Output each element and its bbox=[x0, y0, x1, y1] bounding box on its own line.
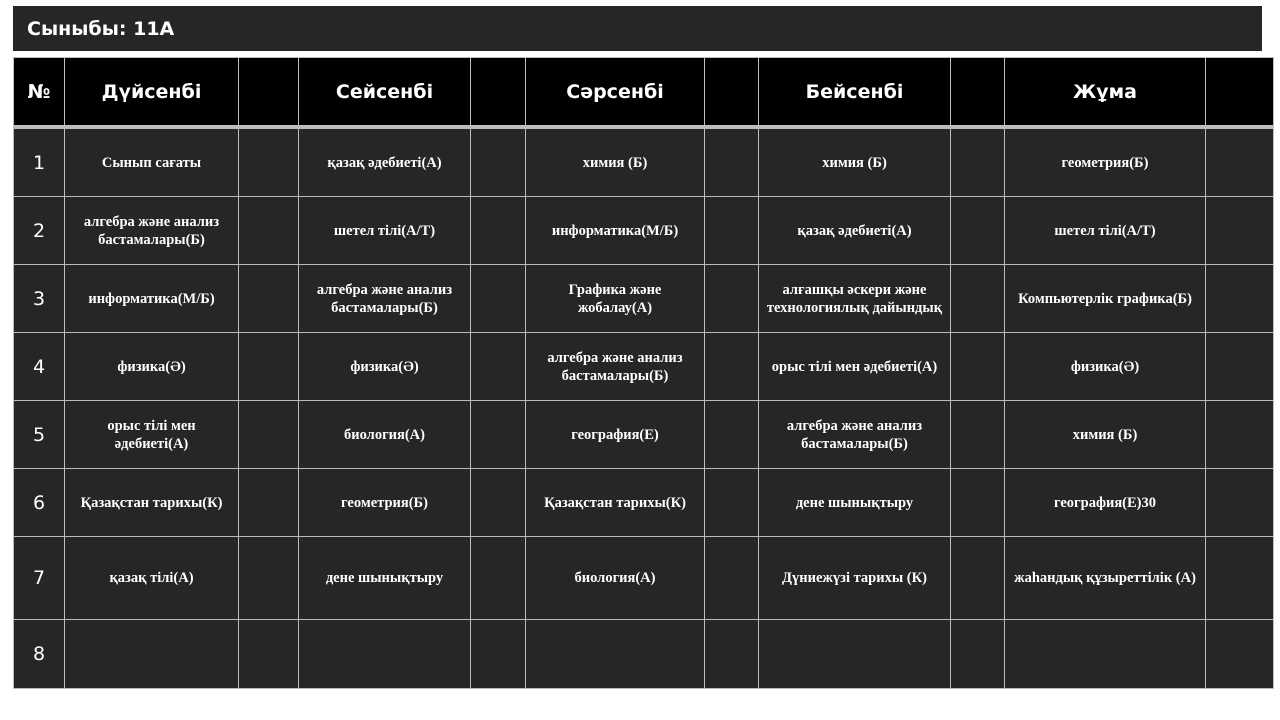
spacer-cell bbox=[951, 469, 1005, 537]
lesson-number: 1 bbox=[14, 127, 65, 197]
lesson-cell-tuesday: биология(А) bbox=[299, 401, 471, 469]
lesson-number: 6 bbox=[14, 469, 65, 537]
spacer-cell bbox=[471, 620, 526, 689]
header-row bbox=[14, 58, 1274, 128]
column-header-friday: Жұма bbox=[1005, 58, 1206, 128]
table-row bbox=[14, 265, 1274, 333]
lesson-cell-monday: информатика(М/Б) bbox=[65, 265, 239, 333]
spacer-cell bbox=[239, 265, 299, 333]
lesson-cell-wednesday: Графика және жобалау(А) bbox=[526, 265, 705, 333]
lesson-cell-wednesday: информатика(М/Б) bbox=[526, 197, 705, 265]
lesson-cell-monday: қазақ тілі(А) bbox=[65, 537, 239, 620]
spacer-cell bbox=[951, 620, 1005, 689]
lesson-cell-monday: Қазақстан тарихы(К) bbox=[65, 469, 239, 537]
spacer-cell bbox=[239, 537, 299, 620]
spacer-cell bbox=[951, 401, 1005, 469]
lesson-cell-thursday: орыс тілі мен әдебиеті(А) bbox=[759, 333, 951, 401]
lesson-cell-wednesday: Қазақстан тарихы(К) bbox=[526, 469, 705, 537]
class-title-bar bbox=[13, 6, 1262, 51]
lesson-cell-friday: физика(Ә) bbox=[1005, 333, 1206, 401]
column-header-monday: Дүйсенбі bbox=[65, 58, 239, 128]
lesson-cell-monday bbox=[65, 620, 239, 689]
table-row bbox=[14, 620, 1274, 689]
lesson-cell-thursday: қазақ әдебиеті(А) bbox=[759, 197, 951, 265]
lesson-cell-monday: алгебра және анализ бастамалары(Б) bbox=[65, 197, 239, 265]
lesson-cell-thursday: дене шынықтыру bbox=[759, 469, 951, 537]
lesson-number: 5 bbox=[14, 401, 65, 469]
spacer-cell bbox=[951, 537, 1005, 620]
lesson-number: 8 bbox=[14, 620, 65, 689]
column-header-tuesday: Сейсенбі bbox=[299, 58, 471, 128]
spacer-cell bbox=[1206, 537, 1274, 620]
spacer-cell bbox=[1206, 197, 1274, 265]
spacer-cell bbox=[951, 58, 1005, 128]
lesson-cell-tuesday: шетел тілі(А/Т) bbox=[299, 197, 471, 265]
column-header-wednesday: Сәрсенбі bbox=[526, 58, 705, 128]
spacer-cell bbox=[705, 620, 759, 689]
spacer-cell bbox=[705, 469, 759, 537]
table-row bbox=[14, 197, 1274, 265]
lesson-number: 3 bbox=[14, 265, 65, 333]
spacer-cell bbox=[1206, 127, 1274, 197]
spacer-cell bbox=[951, 127, 1005, 197]
column-header-num: № bbox=[14, 58, 65, 128]
spacer-cell bbox=[951, 197, 1005, 265]
lesson-cell-friday: жаһандық құзыреттілік (А) bbox=[1005, 537, 1206, 620]
table-row bbox=[14, 333, 1274, 401]
lesson-cell-thursday: химия (Б) bbox=[759, 127, 951, 197]
lesson-cell-thursday bbox=[759, 620, 951, 689]
lesson-cell-monday: Сынып сағаты bbox=[65, 127, 239, 197]
spacer-cell bbox=[1206, 265, 1274, 333]
spacer-cell bbox=[1206, 58, 1274, 128]
spacer-cell bbox=[471, 537, 526, 620]
spacer-cell bbox=[239, 197, 299, 265]
lesson-number: 2 bbox=[14, 197, 65, 265]
spacer-cell bbox=[1206, 469, 1274, 537]
lesson-cell-tuesday: қазақ әдебиеті(А) bbox=[299, 127, 471, 197]
lesson-cell-tuesday: алгебра және анализ бастамалары(Б) bbox=[299, 265, 471, 333]
lesson-cell-friday: геометрия(Б) bbox=[1005, 127, 1206, 197]
lesson-cell-friday: география(Е)30 bbox=[1005, 469, 1206, 537]
spacer-cell bbox=[951, 333, 1005, 401]
lesson-cell-tuesday: физика(Ә) bbox=[299, 333, 471, 401]
spacer-cell bbox=[705, 265, 759, 333]
column-header-thursday: Бейсенбі bbox=[759, 58, 951, 128]
spacer-cell bbox=[471, 265, 526, 333]
spacer-cell bbox=[471, 197, 526, 265]
spacer-cell bbox=[239, 127, 299, 197]
spacer-cell bbox=[471, 469, 526, 537]
spacer-cell bbox=[471, 333, 526, 401]
class-title: Сыныбы: 11А bbox=[27, 17, 175, 40]
lesson-cell-friday: шетел тілі(А/Т) bbox=[1005, 197, 1206, 265]
lesson-number: 4 bbox=[14, 333, 65, 401]
spacer-cell bbox=[705, 197, 759, 265]
spacer-cell bbox=[705, 401, 759, 469]
spacer-cell bbox=[239, 469, 299, 537]
lesson-cell-thursday: алгебра және анализ бастамалары(Б) bbox=[759, 401, 951, 469]
spacer-cell bbox=[705, 127, 759, 197]
lesson-cell-tuesday: дене шынықтыру bbox=[299, 537, 471, 620]
lesson-cell-friday: Компьютерлік графика(Б) bbox=[1005, 265, 1206, 333]
timetable-body bbox=[14, 127, 1274, 689]
spacer-cell bbox=[239, 333, 299, 401]
spacer-cell bbox=[239, 58, 299, 128]
spacer-cell bbox=[1206, 401, 1274, 469]
table-row bbox=[14, 127, 1274, 197]
lesson-number: 7 bbox=[14, 537, 65, 620]
timetable bbox=[13, 57, 1274, 689]
spacer-cell bbox=[239, 401, 299, 469]
lesson-cell-friday bbox=[1005, 620, 1206, 689]
spacer-cell bbox=[1206, 333, 1274, 401]
lesson-cell-wednesday: география(Е) bbox=[526, 401, 705, 469]
lesson-cell-thursday: алғашқы әскери және технологиялық дайындық bbox=[759, 265, 951, 333]
spacer-cell bbox=[705, 537, 759, 620]
spacer-cell bbox=[705, 333, 759, 401]
lesson-cell-wednesday: биология(А) bbox=[526, 537, 705, 620]
lesson-cell-wednesday: химия (Б) bbox=[526, 127, 705, 197]
lesson-cell-thursday: Дүниежүзі тарихы (К) bbox=[759, 537, 951, 620]
lesson-cell-tuesday: геометрия(Б) bbox=[299, 469, 471, 537]
spacer-cell bbox=[239, 620, 299, 689]
spacer-cell bbox=[705, 58, 759, 128]
spacer-cell bbox=[1206, 620, 1274, 689]
spacer-cell bbox=[951, 265, 1005, 333]
table-row bbox=[14, 537, 1274, 620]
table-row bbox=[14, 401, 1274, 469]
lesson-cell-monday: физика(Ә) bbox=[65, 333, 239, 401]
spacer-cell bbox=[471, 127, 526, 197]
table-row bbox=[14, 469, 1274, 537]
spacer-cell bbox=[471, 58, 526, 128]
lesson-cell-wednesday: алгебра және анализ бастамалары(Б) bbox=[526, 333, 705, 401]
lesson-cell-friday: химия (Б) bbox=[1005, 401, 1206, 469]
lesson-cell-tuesday bbox=[299, 620, 471, 689]
lesson-cell-monday: орыс тілі мен әдебиеті(А) bbox=[65, 401, 239, 469]
spacer-cell bbox=[471, 401, 526, 469]
lesson-cell-wednesday bbox=[526, 620, 705, 689]
